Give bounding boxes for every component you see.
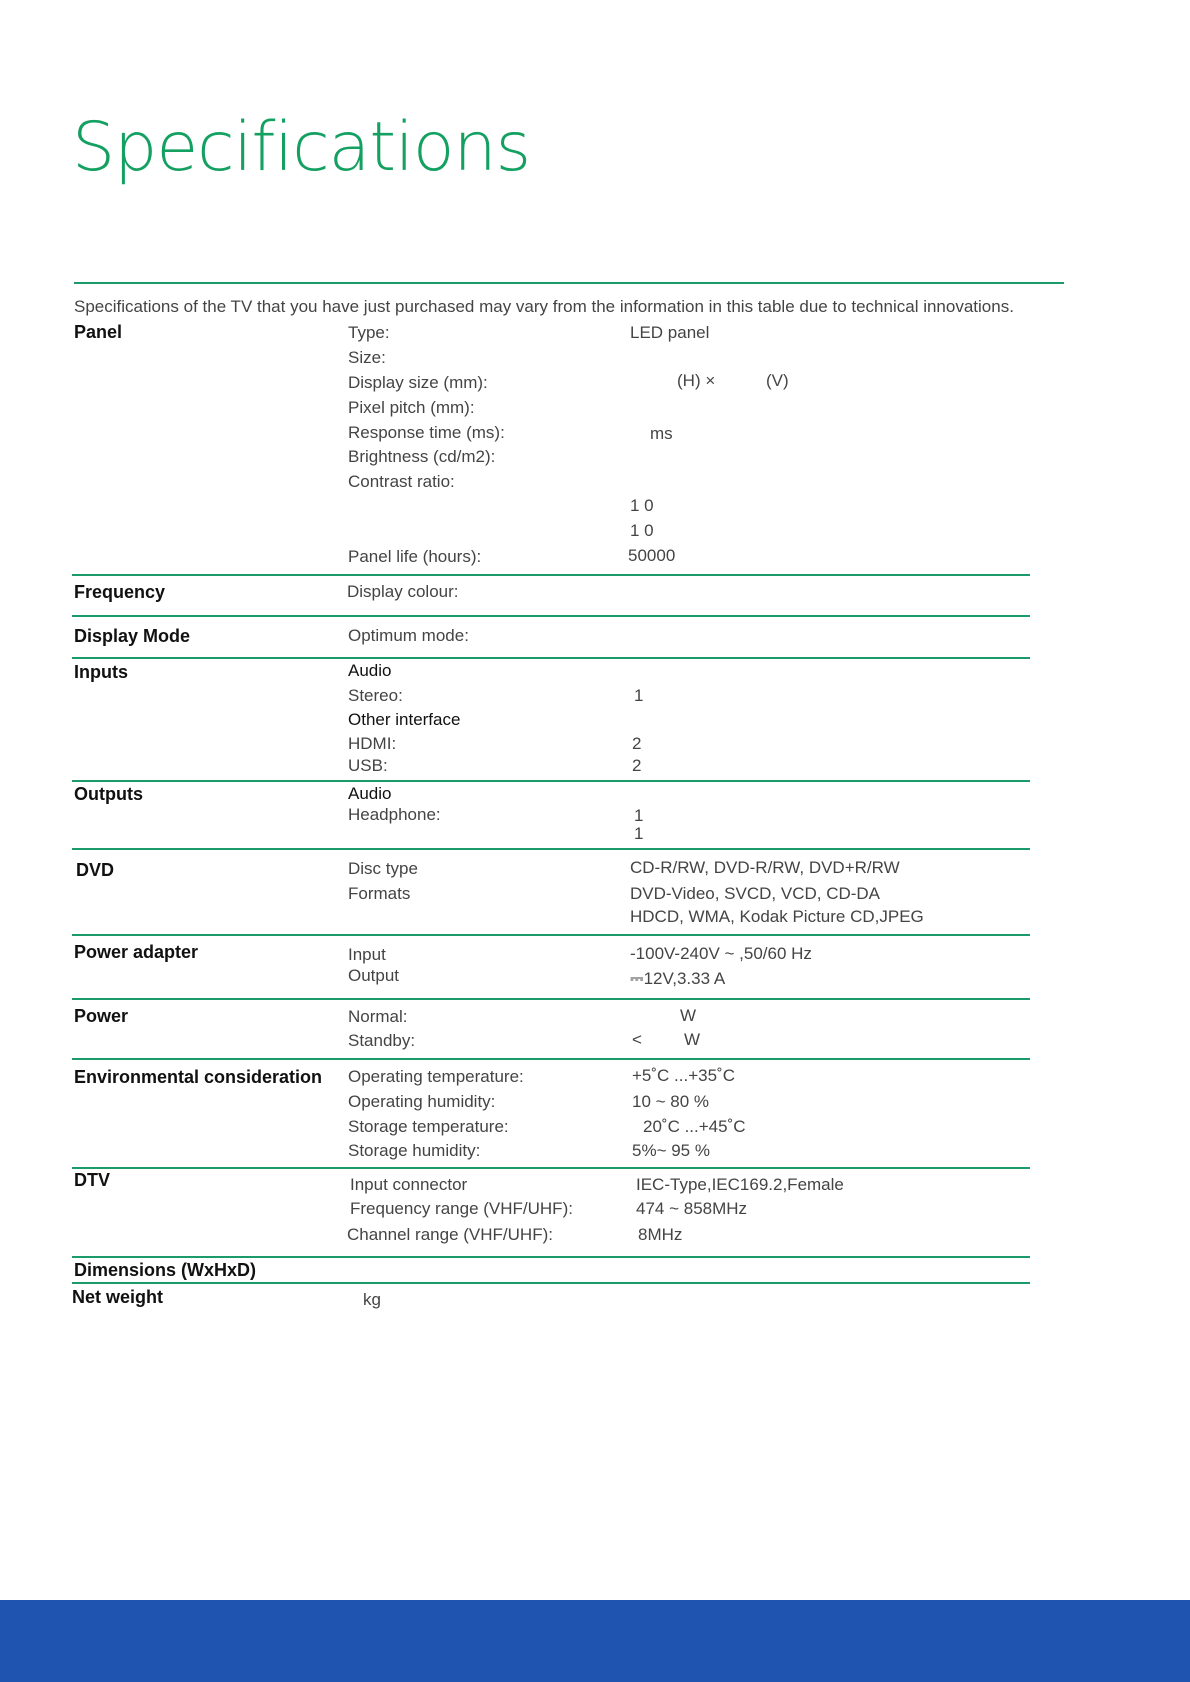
section-net-weight: Net weight — [72, 1287, 164, 1307]
dtv-freq-label: Frequency range (VHF/UHF): — [350, 1199, 573, 1218]
env-op-hum-label: Operating humidity: — [348, 1092, 496, 1111]
inputs-audio-heading: Audio — [348, 661, 392, 680]
panel-type-label: Type: — [348, 323, 390, 342]
outputs-headphone-value-2: 1 — [634, 824, 644, 843]
env-op-temp-value: +5˚C ...+35˚C — [632, 1066, 735, 1085]
section-panel: Panel — [74, 322, 123, 342]
page-title: Specifications — [72, 108, 531, 187]
dtv-freq-value: 474 ~ 858MHz — [636, 1199, 748, 1218]
panel-brightness-label: Brightness (cd/m2): — [348, 447, 496, 466]
section-environment: Environmental consideration — [74, 1067, 323, 1087]
power-normal-value: W — [680, 1006, 697, 1025]
inputs-usb-label: USB: — [348, 756, 388, 775]
panel-type-value: LED panel — [630, 323, 710, 342]
env-st-hum-value: 5%~ 95 % — [632, 1141, 710, 1160]
panel-display-size-h: (H) × — [677, 371, 716, 390]
row-divider — [72, 657, 1030, 659]
row-divider — [72, 574, 1030, 576]
section-inputs: Inputs — [74, 662, 128, 682]
panel-contrast-label: Contrast ratio: — [348, 472, 455, 491]
power-adapter-output-label: Output — [348, 966, 400, 985]
power-adapter-input-label: Input — [348, 945, 386, 964]
outputs-headphone-label: Headphone: — [348, 805, 441, 824]
env-op-temp-label: Operating temperature: — [348, 1067, 524, 1086]
power-standby-lt: < — [632, 1030, 642, 1049]
dtv-channel-label: Channel range (VHF/UHF): — [347, 1225, 553, 1244]
section-dvd: DVD — [76, 860, 115, 880]
panel-response-value: ms — [650, 424, 673, 443]
frequency-display-colour-label: Display colour: — [347, 582, 459, 601]
outputs-audio-heading: Audio — [348, 784, 392, 803]
inputs-stereo-value: 1 — [634, 686, 644, 705]
inputs-stereo-label: Stereo: — [348, 686, 403, 705]
section-dimensions: Dimensions (WxHxD) — [74, 1260, 257, 1280]
section-outputs: Outputs — [74, 784, 143, 804]
dtv-connector-label: Input connector — [350, 1175, 468, 1194]
inputs-other-heading: Other interface — [348, 710, 461, 729]
dvd-formats-value-2: HDCD, WMA, Kodak Picture CD,JPEG — [630, 907, 924, 926]
row-divider — [72, 998, 1030, 1000]
dvd-formats-value-1: DVD-Video, SVCD, VCD, CD-DA — [630, 884, 881, 903]
footer-band — [0, 1600, 1190, 1682]
row-divider — [72, 848, 1030, 850]
row-divider — [72, 615, 1030, 617]
inputs-hdmi-value: 2 — [632, 734, 642, 753]
panel-life-label: Panel life (hours): — [348, 547, 482, 566]
section-display-mode: Display Mode — [74, 626, 191, 646]
panel-contrast-value-1: 1 0 — [630, 496, 654, 515]
inputs-hdmi-label: HDMI: — [348, 734, 397, 753]
panel-contrast-value-2: 1 0 — [630, 521, 654, 540]
panel-life-value: 50000 — [628, 546, 676, 565]
spec-note: Specifications of the TV that you have just purchased may vary from the information in this table due to technical innovations. — [74, 297, 1014, 316]
env-st-temp-label: Storage temperature: — [348, 1117, 509, 1136]
power-standby-label: Standby: — [348, 1031, 416, 1050]
row-divider — [72, 1256, 1030, 1258]
env-op-hum-value: 10 ~ 80 % — [632, 1092, 710, 1111]
dvd-disc-value: CD-R/RW, DVD-R/RW, DVD+R/RW — [630, 858, 900, 877]
panel-display-size-label: Display size (mm): — [348, 373, 488, 392]
row-divider — [72, 1282, 1030, 1284]
section-power: Power — [74, 1006, 129, 1026]
panel-display-size-v: (V) — [766, 371, 789, 390]
panel-size-label: Size: — [348, 348, 386, 367]
power-adapter-input-value: -100V-240V ~ ,50/60 Hz — [630, 944, 812, 963]
outputs-headphone-value-1: 1 — [634, 806, 644, 825]
inputs-usb-value: 2 — [632, 756, 642, 775]
section-power-adapter: Power adapter — [74, 942, 199, 962]
row-divider — [72, 1058, 1030, 1060]
header-divider — [74, 282, 1064, 284]
power-normal-label: Normal: — [348, 1007, 408, 1026]
row-divider — [72, 1167, 1030, 1169]
power-standby-value: W — [684, 1030, 701, 1049]
section-dtv: DTV — [74, 1170, 110, 1190]
env-st-temp-value: 20˚C ...+45˚C — [643, 1117, 746, 1136]
net-weight-value: kg — [363, 1290, 381, 1309]
panel-response-label: Response time (ms): — [348, 423, 505, 442]
dtv-channel-value: 8MHz — [638, 1225, 683, 1244]
section-frequency: Frequency — [74, 582, 166, 602]
row-divider — [72, 934, 1030, 936]
row-divider — [72, 780, 1030, 782]
dvd-formats-label: Formats — [348, 884, 411, 903]
env-st-hum-label: Storage humidity: — [348, 1141, 481, 1160]
display-mode-optimum-label: Optimum mode: — [348, 626, 469, 645]
panel-pixel-pitch-label: Pixel pitch (mm): — [348, 398, 475, 417]
power-adapter-output-value: ⎓12V,3.33 A — [630, 969, 726, 988]
dtv-connector-value: IEC-Type,IEC169.2,Female — [636, 1175, 844, 1194]
dvd-disc-label: Disc type — [348, 859, 418, 878]
